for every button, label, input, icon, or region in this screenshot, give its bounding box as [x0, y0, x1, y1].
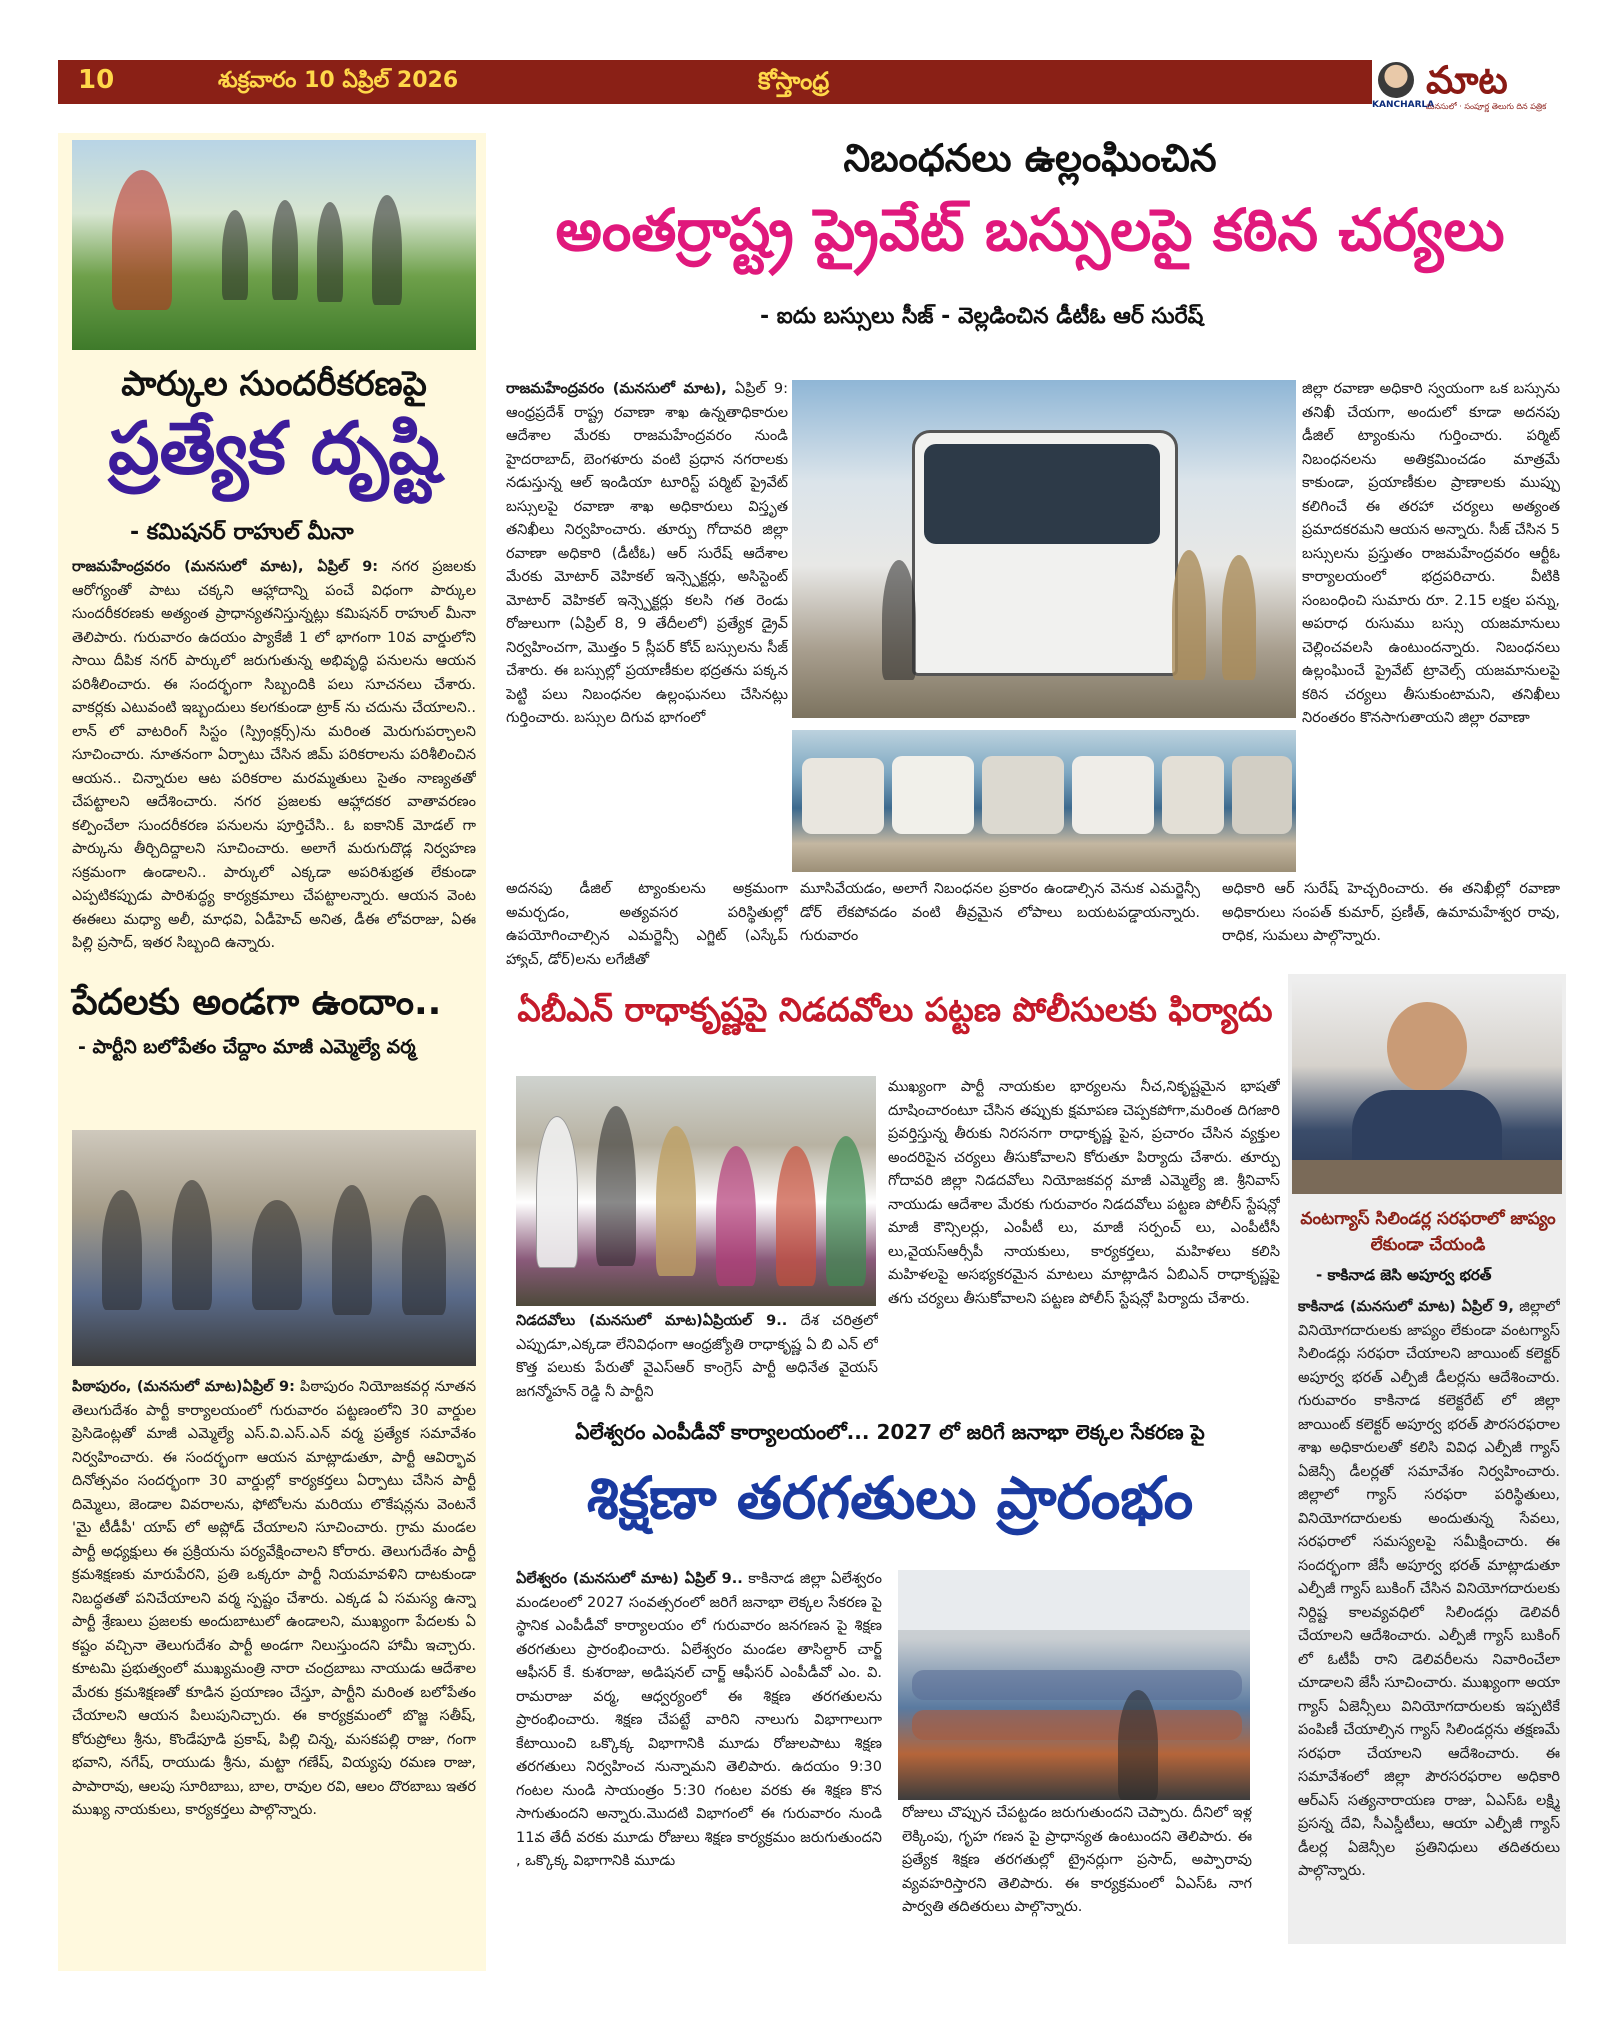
masthead-bar	[58, 60, 1540, 104]
party-headline: పేదలకు అండగా ఉందాం..	[72, 982, 442, 1023]
bus-headline: అంతర్రాష్ట్ర ప్రైవేట్ బస్సులపై కఠిన చర్యలు	[555, 196, 1505, 264]
abn-body: ముఖ్యంగా పార్టీ నాయకుల భార్యలను నీచ,నికృష్టమైన భాషతో దూషించారంటూ చేసిన తప్పుకు క్షమాపణ చెప్పకపోగా,మరింత దిగజారి ప్రవర్తిస్తున్న తీరుకు నిరసనగా రాధాకృష్ణ పైన, ప్రచారం చేసిన వ్యక్తుల అందరిపైన చర్యలు తీసుకోవాలని కోరుతూ పిర్యాదు చేశారు. తూర్పు గోదావరి జిల్లా నిడదవోలు నియోజకవర్గ మాజీ ఎమ్మెల్యే జి. శ్రీనివాస్ నాయుడు ఆదేశాల మేరకు గురువారం నిడదవోలు పట్టణ పోలీస్ స్టేషన్లో మాజీ కౌన్సిలర్లు, ఎంపీటీ లు, మాజీ సర్పంచ్ లు, ఎంపీటీసీ లు,వైయస్ఆర్సీపీ నాయకులు, కార్యకర్తలు, మహిళలు కలిసి మహిళలపై అసభ్యకరమైన మాటలు మాట్లాడిన ఏబిఎన్ రాధాకృష్ణపై తగు చర్యలు తీసుకోవాలని పట్టణ పోలీస్ స్టేషన్లో పిర్యాదు చేశారు.	[888, 1079, 1280, 1307]
census-body-text: కాకినాడ జిల్లా ఏలేశ్వరం మండలంలో 2027 సంవత్సరంలో జరిగే జనాభా లెక్కల సేకరణ పై స్థానిక ఎంపీడీవో కార్యాలయం లో గురువారం జనగణన పై శిక్షణ తరగతులు ప్రారంభించారు. ఏలేశ్వరం మండల తాసిల్దార్ చార్జ్ ఆఫీసర్ కే. కుశరాజు, అడిషనల్ చార్జ్ ఆఫీసర్ ఎంపీడీవో ఎం. వి. రామరాజు వర్మ, ఆధ్వర్యంలో ఈ శిక్షణ తరగతులను ప్రారంభించారు. శిక్షణ చేపట్టే వారిని నాలుగు విభాగాలుగా కేటాయించి ఒక్కొక్క విభాగానికి మూడు రోజులపాటు శిక్షణ తరగతులు నిర్వహించ నున్నామని తెలిపారు. ఉదయం 9:30 గంటల నుండి సాయంత్రం 5:30 గంటల వరకు ఈ శిక్షణ కొన సాగుతుందని అన్నారు.మొదటి విభాగంలో ఈ గురువారం నుండి 11వ తేదీ వరకు మూడు రోజులు శిక్షణ కార్యక్రమం జరుగుతుందని , ఒక్కొక్క విభాగానికి మూడు	[516, 1571, 882, 1869]
joint-collector-photo	[1292, 980, 1562, 1194]
census-col2: రోజులు చొప్పున చేపట్టడం జరుగుతుందని చెప్పారు. దీనిలో ఇళ్ల లెక్కింపు, గృహ గణన పై ప్రాధాన్యత ఉంటుందని తెలిపారు. ఈ ప్రత్యేక శిక్షణ తరగతుల్లో ట్రైనర్లుగా ప్రసాద్, అప్పారావు వ్యవహరిస్తారని తెలిపారు. ఈ కార్యక్రమంలో ఏఎస్ఓ నాగ పార్వతి తదితరులు పాల్గొన్నారు.	[902, 1805, 1252, 1915]
parks-dateline: రాజమహేంద్రవరం (మనసులో మాట), ఏప్రిల్ 9:	[72, 559, 379, 575]
gas-headline: వంటగ్యాస్ సిలిండర్ల సరఫరాలో జాప్యం లేకుండా చేయండి	[1300, 1209, 1556, 1255]
issue-date: శుక్రవారం 10 ఏప్రిల్ 2026	[218, 68, 459, 93]
party-meeting-photo	[72, 1130, 476, 1366]
abn-photo-caption	[516, 1310, 878, 1406]
census-kicker: ఏలేశ్వరం ఎంపీడీవో కార్యాలయంలో... 2027 లో జరిగే జనాభా లెక్కల సేకరణ పై	[575, 1420, 1205, 1444]
parks-kicker: పార్కుల సుందరీకరణపై	[121, 364, 427, 404]
census-body	[516, 1568, 882, 1958]
census-dateline: ఏలేశ్వరం (మనసులో మాట) ఏప్రిల్ 9..	[516, 1571, 743, 1587]
party-body-text: పిఠాపురం నియోజకవర్గ నూతన తెలుగుదేశం పార్టీ కార్యాలయంలో గురువారం పట్టణంలోని 30 వార్డుల ప్రెసిడెంట్లతో మాజీ ఎమ్మెల్యే ఎస్.వి.ఎస్.ఎన్ వర్మ ప్రత్యేక సమావేశం నిర్వహించారు. ఈ సందర్భంగా ఆయన మాట్లాడుతూ, పార్టీ ఆవిర్భావ దినోత్సవం సందర్భంగా 30 వార్డుల్లో కార్యకర్తలు ఏర్పాటు చేసిన పార్టీ దిమ్మెలు, జెండాల వివరాలను, ఫోటోలను మరియు లొకేషన్లను వెంటనే 'మై టీడీపీ' యాప్ లో అప్లోడ్ చేయాలని సూచించారు. గ్రామ మండల పార్టీ అధ్యక్షులు ఈ ప్రక్రియను పర్యవేక్షించాలని కోరారు. తెలుగుదేశం పార్టీ క్రమశిక్షణకు మారుపేరని, ప్రతి ఒక్కరూ పార్టీ నియమావళిని దాటకుండా నిబద్ధతతో పనిచేయాలని వర్మ స్పష్టం చేశారు. ఎక్కడ ఏ సమస్య ఉన్నా పార్టీ శ్రేణులు ప్రజలకు అందుబాటులో ఉండాలని, ముఖ్యంగా పేదలకు ఏ కష్టం వచ్చినా తెలుగుదేశం పార్టీ అండగా నిలుస్తుందని హామీ ఇచ్చారు. కూటమి ప్రభుత్వంలో ముఖ్యమంత్రి నారా చంద్రబాబు నాయుడు ఆదేశాల మేరకు క్రమశిక్షణతో కూడిన ప్రయాణం చేస్తూ, పార్టీని మరింత బలోపేతం చేయాలని ఆయన పిలుపునిచ్చారు. ఈ కార్యక్రమంలో బొజ్జ సతీష్, కోరుప్రోలు శ్రీను, కొండేపూడి ప్రకాష్, పిల్లి చిన్న, మసకపల్లి రాజు, గంగా భవాని, నగేష్, రాయుడు శ్రీను, మట్టా గణేష్, వియ్యపు రమణ రాజు, పాపారావు, ఆలపు సూరిబాబు, బాల, రావుల రవి, ఆలం దొరబాబు ఇతర ముఖ్య నాయకులు, కార్యకర్తలు పాల్గొన్నారు.	[72, 1379, 476, 1818]
seized-bus-photo	[792, 380, 1296, 718]
logo-tagline: మనసులో · సంపూర్ణ తెలుగు దిన పత్రిక	[1426, 102, 1547, 111]
abn-headline: ఏబీఎన్ రాధాకృష్ణపై నిడదవోలు పట్టణ పోలీసులకు ఫిర్యాదు	[517, 990, 1273, 1029]
party-body	[72, 1376, 476, 1960]
gas-body	[1298, 1296, 1560, 1956]
parks-byline: - కమిషనర్ రాహుల్ మీనా	[130, 520, 354, 545]
founder-portrait-icon	[1378, 62, 1414, 98]
abn-dateline: నిడదవోలు (మనసులో మాట)ఏప్రియల్ 9..	[516, 1313, 788, 1329]
gas-byline: - కాకినాడ జెసి అపూర్వ భరత్	[1316, 1266, 1492, 1284]
bus-subhead: - ఐదు బస్సులు సీజ్ - వెల్లడించిన డీటీఓ ఆర్ సురేష్	[760, 304, 1204, 329]
park-inspection-photo	[72, 140, 476, 350]
logo-caption: KANCHARLA	[1372, 100, 1435, 110]
bus-col1-text: ఏప్రిల్ 9: ఆంధ్రప్రదేశ్ రాష్ట్ర రవాణా శాఖ ఉన్నతాధికారుల ఆదేశాల మేరకు రాజమహేంద్రవరం నుండి హైదరాబాద్, బెంగళూరు వంటి ప్రధాన నగరాలకు నడుస్తున్న ఆల్ ఇండియా టూరిస్ట్ పర్మిట్ ప్రైవేట్ బస్సులపై రవాణా శాఖ అధికారులు విస్తృత తనిఖీలు నిర్వహించారు. తూర్పు గోదావరి జిల్లా రవాణా అధికారి (డీటీఓ) ఆర్ సురేష్ ఆదేశాల మేరకు మోటార్ వెహికల్ ఇన్స్పెక్టర్లు, అసిస్టెంట్ మోటార్ వెహికల్ ఇన్స్పెక్టర్లు కలసి గత రెండు రోజులుగా (ఏప్రిల్ 8, 9 తేదీలలో) ప్రత్యేక డ్రైవ్ నిర్వహించగా, మొత్తం 5 స్లీపర్ కోచ్ బస్సులను సీజ్ చేశారు. ఈ బస్సుల్లో ప్రయాణీకుల భద్రతను పక్కన పెట్టి పలు నిబంధనల ఉల్లంఘనలు చేసినట్లు గుర్తించారు. బస్సుల దిగువ భాగంలో	[506, 381, 788, 726]
parks-body-text: నగర ప్రజలకు ఆరోగ్యంతో పాటు చక్కని ఆహ్లాదాన్ని పంచే విధంగా పార్కుల సుందరీకరణకు అత్యంత ప్రాధాన్యతనిస్తున్నట్లు కమిషనర్ రాహుల్ మీనా తెలిపారు. గురువారం ఉదయం ప్యాకేజీ 1 లో భాగంగా 10వ వార్డులోని సాయి దీపిక నగర్ పార్కులో జరుగుతున్న అభివృద్ధి పనులను ఆయన పరిశీలించారు. ఈ సందర్భంగా సిబ్బందికి పలు సూచనలు చేశారు. వాకర్లకు ఎటువంటి ఇబ్బందులు కలగకుండా ట్రాక్ ను చదును చేయాలని.. లాన్ లో వాటరింగ్ సిస్టం (స్ప్రింక్లర్స్)ను మరింత మెరుగుపర్చాలని సూచించారు. నూతనంగా ఏర్పాటు చేసిన జిమ్ పరికరాలను పరిశీలించిన ఆయన.. చిన్నారుల ఆట పరికరాల మరమ్మతులు సైతం నాణ్యతతో చేపట్టాలని ఆదేశించారు. నగర ప్రజలకు ఆహ్లాదకర వాతావరణం కల్పించేలా సుందరీకరణ పనులను పూర్తిచేసి.. ఓ ఐకానిక్ మోడల్ గా పార్కును తీర్చిదిద్దాలని సూచించారు. అలాగే మరుగుదొడ్ల నిర్వహణ సక్రమంగా ఉండాలని.. పార్కులో ఎక్కడా అపరిశుభ్రత లేకుండా ఎప్పటికప్పుడు పారిశుద్ధ్య కార్యక్రమాలు చేపట్టాలన్నారు. ఆయన వెంట ఈఈలు మధ్యా అలీ, మాధవి, ఏడీహెచ్ అనిత, డీఈ లోవరాజు, ఏఈ పిల్లి ప్రసాద్, ఇతర సిబ్బంది ఉన్నారు.	[72, 559, 476, 951]
parked-buses-photo	[792, 730, 1296, 872]
party-dateline: పిఠాపురం, (మనసులో మాట)ఏప్రిల్ 9:	[72, 1379, 295, 1395]
page-number: 10	[78, 65, 115, 95]
census-headline: శిక్షణా తరగతులు ప్రారంభం	[586, 1464, 1194, 1532]
bus-kicker: నిబంధనలు ఉల్లంఘించిన	[843, 136, 1217, 180]
gas-body-text: జిల్లాలో వినియోగదారులకు జాప్యం లేకుండా వంటగ్యాస్ సిలిండర్లు సరఫరా చేయాలని జాయింట్ కలెక్టర్ అపూర్వ భరత్ ఎల్పీజీ డీలర్లను ఆదేశించారు. గురువారం కాకినాడ కలెక్టరేట్ లో జిల్లా జాయింట్ కలెక్టర్ అపూర్వ భరత్ పౌరసరఫరాల శాఖ అధికారులతో కలిసి వివిధ ఎల్పీజీ గ్యాస్ ఏజెన్సీ డీలర్లతో సమావేశం నిర్వహించారు. జిల్లాలో గ్యాస్ సరఫరా పరిస్థితులు, వినియోగదారులకు అందుతున్న సేవలు, సరఫరాలో సమస్యలపై సమీక్షించారు. ఈ సందర్భంగా జేసీ అపూర్వ భరత్ మాట్లాడుతూ ఎల్పీజీ గ్యాస్ బుకింగ్ చేసిన వినియోగదారులకు నిర్దిష్ట కాలవ్యవధిలో సిలిండర్లు డెలివరీ చేయాలని ఆదేశించారు. ఎల్పీజీ గ్యాస్ బుకింగ్ లో ఓటీపీ రాని డెలివరీలను నివారించేలా చూడాలని జేసీ సూచించారు. ముఖ్యంగా అయా గ్యాస్ ఏజెన్సీలు వినియోగదారులకు ఇప్పటికే పంపిణీ చేయాల్సిన గ్యాస్ సిలిండర్లను తక్షణమే సరఫరా చేయాలని ఆదేశించారు. ఈ సమావేశంలో జిల్లా పౌరసరఫరాల అధికారి ఆర్ఎస్ సత్యనారాయణ రాజు, ఏఎస్ఓ లక్ష్మి ప్రసన్న దేవి, సీఎస్డీటీలు, ఆయా ఎల్పీజీ గ్యాస్ డీలర్ల ఏజెన్సీల ప్రతినిధులు తదితరులు పాల్గొన్నారు.	[1298, 1299, 1560, 1879]
edition-name: కోస్తాంధ్ర	[758, 67, 830, 95]
bus-col1-continued: అదనపు డీజిల్ ట్యాంకులను అక్రమంగా అమర్చడం, అత్యవసర పరిస్థితుల్లో ఉపయోగించాల్సిన ఎమర్జెన్సీ ఎగ్జిట్ (ఎస్కేప్ హ్యాచ్, డోర్)లను లగేజీతో	[506, 881, 788, 968]
gas-dateline: కాకినాడ (మనసులో మాట) ఏప్రిల్ 9,	[1298, 1299, 1514, 1315]
newspaper-logo	[1372, 58, 1562, 114]
bus-col3-continued: అధికారి ఆర్ సురేష్ హెచ్చరించారు. ఈ తనిఖీల్లో రవాణా అధికారులు సంపత్ కుమార్, ప్రణీత్, ఉమామహేశ్వర రావు, రాధిక, సుమలు పాల్గొన్నారు.	[1222, 881, 1560, 944]
training-class-photo	[898, 1570, 1250, 1800]
bus-col3: జిల్లా రవాణా అధికారి స్వయంగా ఒక బస్సును తనిఖీ చేయగా, అందులో కూడా అదనపు డీజిల్ ట్యాంకును గుర్తించారు. పర్మిట్ నిబంధనలను అతిక్రమించడం మాత్రమే కాకుండా, ప్రయాణీకుల ప్రాణాలకు ముప్పు కలిగించే ఈ తరహా చర్యలు అత్యంత ప్రమాదకరమని ఆయన అన్నారు. సీజ్ చేసిన 5 బస్సులను ప్రస్తుతం రాజమహేంద్రవరం ఆర్టీఓ కార్యాలయంలో భద్రపరిచారు. వీటికి సంబంధించి సుమారు రూ. 2.15 లక్షల పన్ను, అపరాధ రుసుము బస్సు యజమానులు చెల్లించవలసి ఉంటుందన్నారు. నిబంధనలు ఉల్లంఘించే ప్రైవేట్ ట్రావెల్స్ యజమానులపై కఠిన చర్యలు తీసుకుంటామని, తనిఖీలు నిరంతరం కొనసాగుతాయని జిల్లా రవాణా	[1302, 381, 1560, 726]
parks-body	[72, 556, 476, 968]
parks-headline: ప్రత్యేక దృష్టి	[108, 406, 440, 490]
bus-dateline: రాజమహేంద్రవరం (మనసులో మాట),	[506, 381, 727, 397]
abn-caption-body: దేశ చరిత్రలో ఎప్పుడూ,ఎక్కడా లేనివిధంగా ఆంధ్రజ్యోతి రాధాకృష్ణ ఏ బి ఎన్ లో కొత్త పలుకు పేరుతో వైఎస్ఆర్ కాంగ్రెస్ పార్టీ అధినేత వైయస్ జగన్మోహన్ రెడ్డి నీ పార్టీని	[516, 1313, 878, 1400]
party-byline: - పార్టీని బలోపేతం చేద్దాం మాజీ ఎమ్మెల్యే వర్మ	[78, 1036, 416, 1058]
bus-col2: మూసివేయడం, అలాగే నిబంధనల ప్రకారం ఉండాల్సిన వెనుక ఎమర్జెన్సీ డోర్ లేకపోవడం వంటి తీవ్రమైన లోపాలు బయటపడ్డాయన్నారు. గురువారం	[800, 881, 1200, 944]
bus-col1	[506, 378, 788, 876]
logo-title: మాట	[1426, 58, 1508, 102]
complaint-group-photo	[516, 1076, 876, 1306]
